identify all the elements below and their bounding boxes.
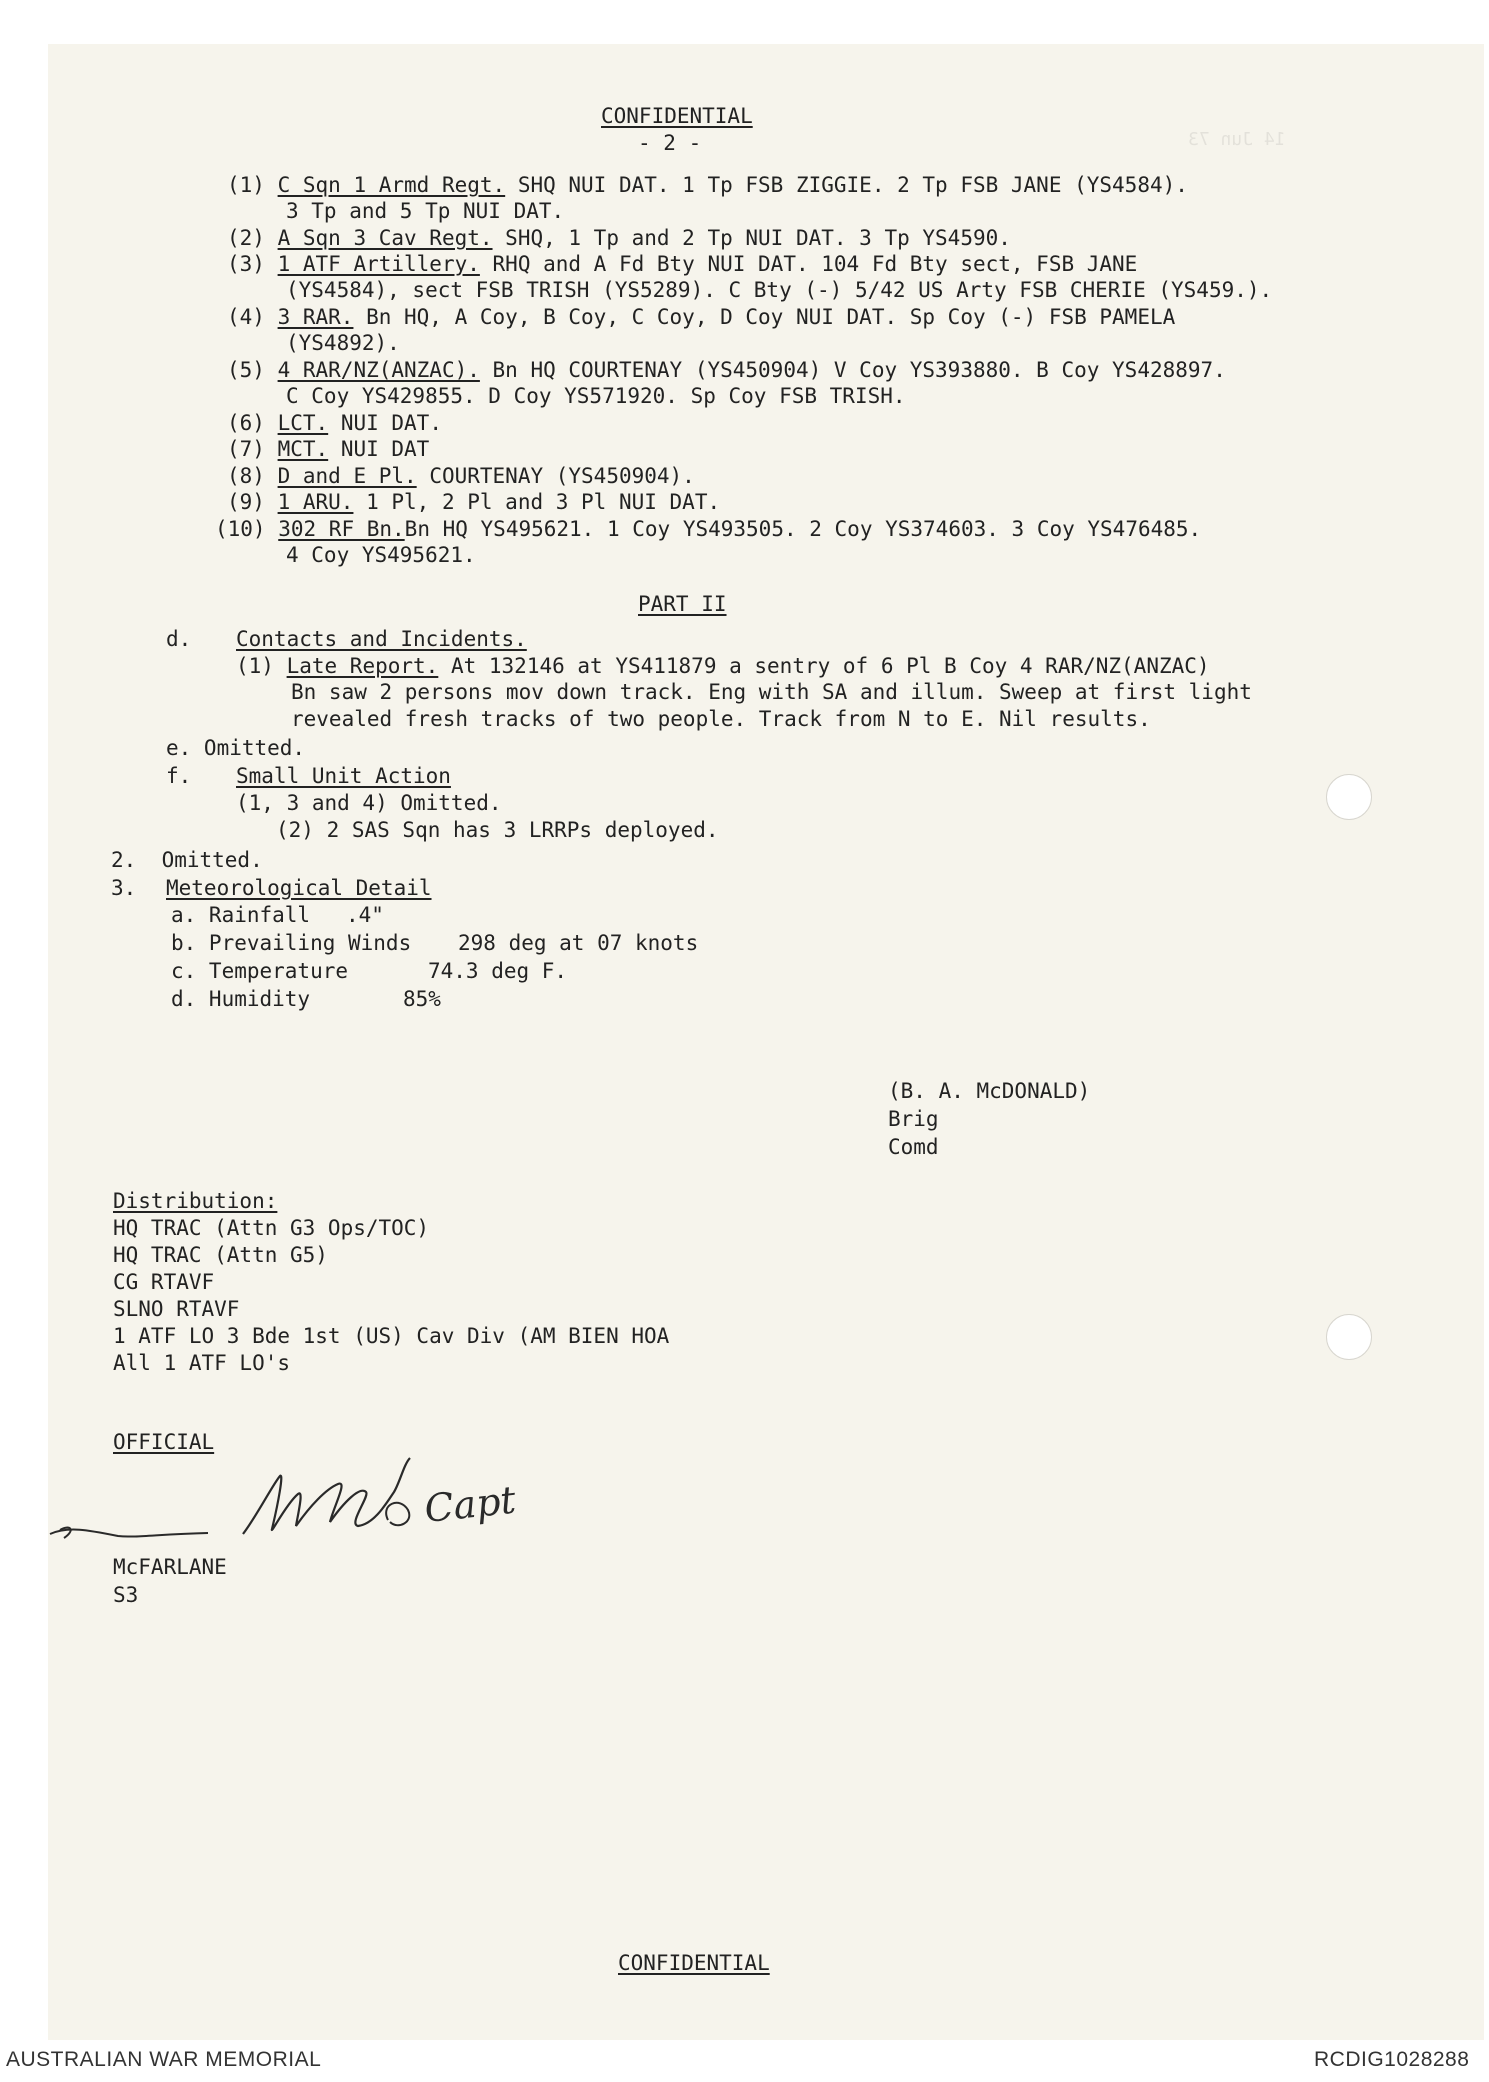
meteo-label: d. Humidity bbox=[171, 987, 311, 1011]
unit-name: 1 ATF Artillery. bbox=[277, 252, 480, 276]
small-unit-line: (2) 2 SAS Sqn has 3 LRRPs deployed. bbox=[276, 818, 719, 842]
commander-name: (B. A. McDONALD) bbox=[888, 1079, 1091, 1103]
contact-report: (1) Late Report. At 132146 at YS411879 a sentry of 6 Pl B Coy 4 RAR/NZ(ANZAC) bbox=[236, 654, 1210, 678]
distribution-item: CG RTAVF bbox=[113, 1270, 215, 1294]
part-title: PART II bbox=[638, 592, 727, 616]
document-page bbox=[48, 44, 1484, 2040]
unit-name: 4 RAR/NZ(ANZAC). bbox=[277, 358, 480, 382]
distribution-heading: Distribution: bbox=[113, 1189, 278, 1213]
unit-entry-continued: C Coy YS429855. D Coy YS571920. Sp Coy FSB TRISH. bbox=[286, 384, 906, 408]
unit-name: 1 ARU. bbox=[277, 490, 354, 514]
official-name: McFARLANE bbox=[113, 1555, 227, 1579]
distribution-item: All 1 ATF LO's bbox=[113, 1351, 291, 1375]
unit-name: C Sqn 1 Armd Regt. bbox=[277, 173, 506, 197]
official-heading: OFFICIAL bbox=[113, 1430, 215, 1454]
classification-top: CONFIDENTIAL bbox=[601, 104, 753, 128]
distribution-item: 1 ATF LO 3 Bde 1st (US) Cav Div (AM BIEN HOA bbox=[113, 1324, 670, 1348]
unit-entry: (6) LCT. NUI DAT. bbox=[227, 411, 442, 435]
unit-entry-continued: 3 Tp and 5 Tp NUI DAT. bbox=[286, 199, 565, 223]
svg-text:Capt: Capt bbox=[422, 1477, 518, 1531]
unit-name: 302 RF Bn. bbox=[278, 517, 405, 541]
small-unit-heading: Small Unit Action bbox=[236, 764, 451, 788]
unit-entry-continued: 4 Coy YS495621. bbox=[286, 543, 476, 567]
section-e: e. Omitted. bbox=[166, 736, 306, 760]
unit-entry: (8) D and E Pl. COURTENAY (YS450904). bbox=[227, 464, 695, 488]
contact-report-title: Late Report. bbox=[286, 654, 439, 678]
section-letter: f. bbox=[166, 764, 192, 788]
unit-name: D and E Pl. bbox=[277, 464, 417, 488]
distribution-item: HQ TRAC (Attn G5) bbox=[113, 1243, 328, 1267]
commander-appointment: Comd bbox=[888, 1135, 939, 1159]
item-2: 2. Omitted. bbox=[111, 848, 263, 872]
archive-name: AUSTRALIAN WAR MEMORIAL bbox=[6, 2048, 322, 2071]
meteo-number: 3. bbox=[111, 876, 137, 900]
unit-entry: (9) 1 ARU. 1 Pl, 2 Pl and 3 Pl NUI DAT. bbox=[227, 490, 721, 514]
contact-report-line: revealed fresh tracks of two people. Track from N to E. Nil results. bbox=[291, 707, 1151, 731]
unit-entry-continued: (YS4892). bbox=[286, 331, 400, 355]
official-appointment: S3 bbox=[113, 1583, 139, 1607]
contacts-heading: Contacts and Incidents. bbox=[236, 627, 527, 651]
unit-entry: (4) 3 RAR. Bn HQ, A Coy, B Coy, C Coy, D Coy NUI DAT. Sp Coy (-) FSB PAMELA bbox=[227, 305, 1176, 329]
section-letter: d. bbox=[166, 627, 192, 651]
unit-entry: (2) A Sqn 3 Cav Regt. SHQ, 1 Tp and 2 Tp NUI DAT. 3 Tp YS4590. bbox=[227, 226, 1011, 250]
unit-name: LCT. bbox=[277, 411, 329, 435]
distribution-item: SLNO RTAVF bbox=[113, 1297, 240, 1321]
distribution-item: HQ TRAC (Attn G3 Ops/TOC) bbox=[113, 1216, 430, 1240]
page-number: - 2 - bbox=[638, 131, 702, 155]
punch-hole bbox=[1326, 774, 1372, 820]
reverse-side-show-through: 14 Jun 73 bbox=[1188, 129, 1286, 150]
unit-entry: (5) 4 RAR/NZ(ANZAC). Bn HQ COURTENAY (YS450904) V Coy YS393880. B Coy YS428897. bbox=[227, 358, 1226, 382]
unit-entry: (3) 1 ATF Artillery. RHQ and A Fd Bty NUI DAT. 104 Fd Bty sect, FSB JANE bbox=[227, 252, 1138, 276]
commander-rank: Brig bbox=[888, 1107, 939, 1131]
unit-entry: (10) 302 RF Bn.Bn HQ YS495621. 1 Coy YS493505. 2 Coy YS374603. 3 Coy YS476485. bbox=[215, 517, 1202, 541]
meteo-value: 74.3 deg F. bbox=[428, 959, 568, 983]
small-unit-line: (1, 3 and 4) Omitted. bbox=[236, 791, 502, 815]
meteo-label: c. Temperature bbox=[171, 959, 349, 983]
unit-entry: (7) MCT. NUI DAT bbox=[227, 437, 430, 461]
meteo-heading: Meteorological Detail bbox=[166, 876, 432, 900]
unit-name: 3 RAR. bbox=[277, 305, 354, 329]
classification-bottom: CONFIDENTIAL bbox=[618, 1951, 770, 1975]
archive-reference: RCDIG1028288 bbox=[1314, 2048, 1470, 2071]
contact-report-line: Bn saw 2 persons mov down track. Eng with SA and illum. Sweep at first light bbox=[291, 680, 1252, 704]
unit-name: A Sqn 3 Cav Regt. bbox=[277, 226, 493, 250]
unit-entry-continued: (YS4584), sect FSB TRISH (YS5289). C Bty (-) 5/42 US Arty FSB CHERIE (YS459.). bbox=[286, 278, 1273, 302]
meteo-label: a. Rainfall bbox=[171, 903, 311, 927]
meteo-value: .4" bbox=[346, 903, 384, 927]
meteo-value: 298 deg at 07 knots bbox=[458, 931, 699, 955]
punch-hole bbox=[1326, 1314, 1372, 1360]
unit-entry: (1) C Sqn 1 Armd Regt. SHQ NUI DAT. 1 Tp FSB ZIGGIE. 2 Tp FSB JANE (YS4584). bbox=[227, 173, 1188, 197]
meteo-label: b. Prevailing Winds bbox=[171, 931, 412, 955]
unit-name: MCT. bbox=[277, 437, 329, 461]
handwritten-signature bbox=[48, 1434, 608, 1554]
meteo-value: 85% bbox=[403, 987, 441, 1011]
